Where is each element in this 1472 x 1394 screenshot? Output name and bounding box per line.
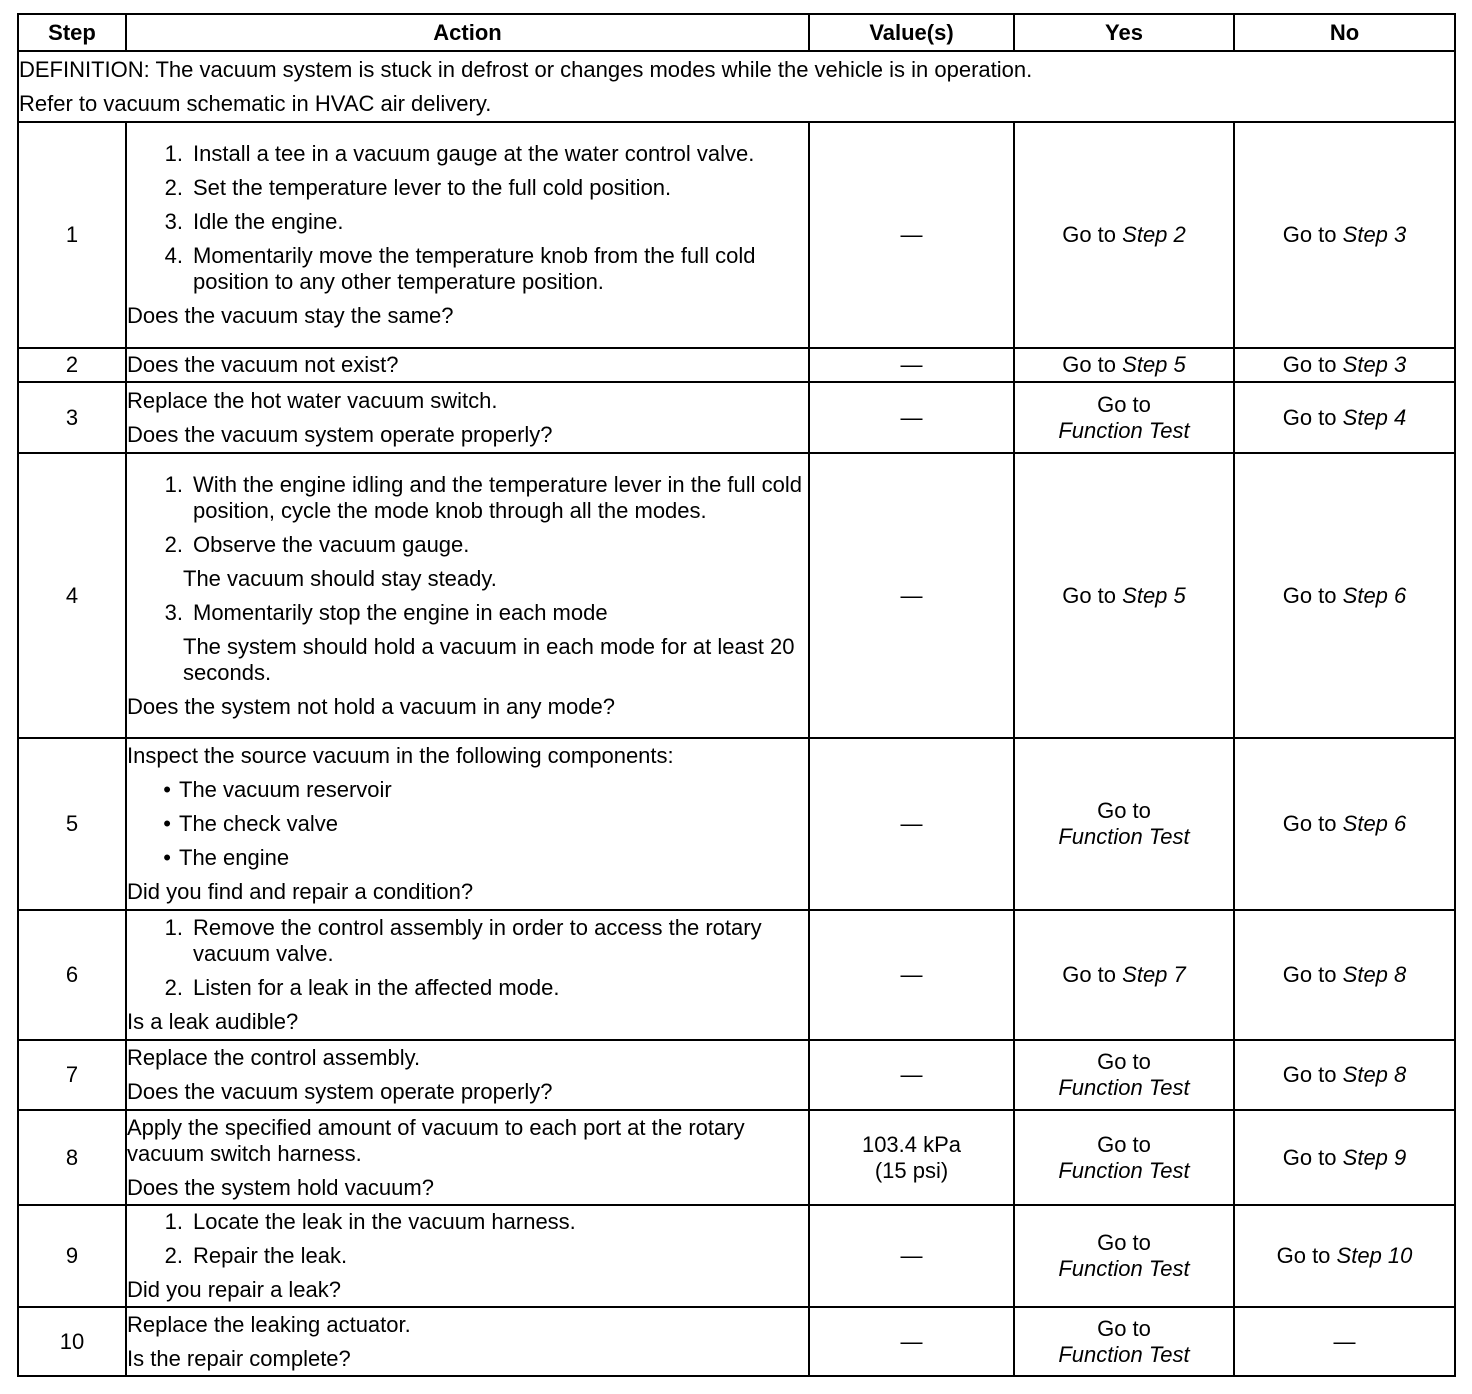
- step-row-6: [18, 910, 1455, 1040]
- no-result: Go to Step 6: [1234, 453, 1455, 738]
- action-question: Does the vacuum stay the same?: [127, 303, 454, 328]
- step-action: 1. Install a tee in a vacuum gauge at the water control valve. 2. Set the temperature lever to the full cold position. 3. Idle the engine. 4. Momentarily move the temperature knob from the full cold position to any other temperature position. Does the vacuum stay the same?: [126, 122, 809, 348]
- step-value: —: [809, 1040, 1014, 1110]
- action-question: Does the system not hold a vacuum in any mode?: [127, 693, 615, 719]
- no-result: Go to Step 8: [1234, 1040, 1455, 1110]
- yes-result: Go to Function Test: [1014, 1307, 1234, 1376]
- yes-result: Go to Function Test: [1014, 1040, 1234, 1110]
- action-item: Repair the leak.: [193, 1243, 348, 1268]
- step-number: 1: [18, 122, 126, 348]
- no-result: Go to Step 8: [1234, 910, 1455, 1040]
- no-result: Go to Step 6: [1234, 738, 1455, 910]
- definition-text: DEFINITION: The vacuum system is stuck in defrost or changes modes while the vehicle is in operation.: [19, 56, 1033, 82]
- step-number: 9: [18, 1205, 126, 1307]
- step-number: 7: [18, 1040, 126, 1110]
- bullet-item: The check valve: [179, 811, 338, 836]
- diagnostic-table: [17, 13, 1456, 1377]
- action-intro: Replace the control assembly.: [127, 1045, 421, 1070]
- header-yes: Yes: [1014, 14, 1234, 51]
- yes-result: Go to Function Test: [1014, 382, 1234, 453]
- action-question: Does the vacuum not exist?: [127, 352, 399, 377]
- step-number: 3: [18, 382, 126, 453]
- action-item: Momentarily move the temperature knob from the full cold position to any other temperature position.: [193, 243, 756, 294]
- no-result: Go to Step 10: [1234, 1205, 1455, 1307]
- step-number: 10: [18, 1307, 126, 1376]
- step-value: —: [809, 382, 1014, 453]
- action-intro: Replace the leaking actuator.: [127, 1311, 411, 1337]
- action-question: Is the repair complete?: [127, 1345, 351, 1371]
- action-item: Set the temperature lever to the full cold position.: [193, 175, 672, 200]
- no-result: Go to Step 9: [1234, 1110, 1455, 1205]
- value-kpa: 103.4 kPa: [861, 1131, 962, 1157]
- definition-cell: [18, 51, 1455, 122]
- header-action: Action: [126, 14, 809, 51]
- action-question: Does the system hold vacuum?: [127, 1174, 434, 1200]
- step-row-5: [18, 738, 1455, 910]
- step-row-7: [18, 1040, 1455, 1110]
- step-value: —: [809, 453, 1014, 738]
- yes-result: Go to Function Test: [1014, 738, 1234, 910]
- step-row-9: [18, 1205, 1455, 1307]
- definition-row: [18, 51, 1455, 122]
- step-row-10: [18, 1307, 1455, 1376]
- no-result: Go to Step 4: [1234, 382, 1455, 453]
- step-action: 1. Remove the control assembly in order to access the rotary vacuum valve. 2. Listen for a leak in the affected mode. Is a leak audible?: [126, 910, 809, 1040]
- action-note: The vacuum should stay steady.: [183, 565, 497, 591]
- action-item: Observe the vacuum gauge.: [193, 531, 470, 557]
- step-action: 1. Locate the leak in the vacuum harness. 2. Repair the leak. Did you repair a leak?: [126, 1205, 809, 1307]
- action-intro: Apply the specified amount of vacuum to each port at the rotary vacuum switch harness.: [127, 1114, 745, 1166]
- action-question: Did you repair a leak?: [127, 1277, 342, 1302]
- action-item: Remove the control assembly in order to access the rotary vacuum valve.: [193, 915, 762, 966]
- action-note: The system should hold a vacuum in each mode for at least 20 seconds.: [183, 633, 795, 685]
- bullet-item: The vacuum reservoir: [179, 777, 392, 802]
- action-question: Does the vacuum system operate properly?: [127, 421, 553, 447]
- step-value: [809, 1110, 1014, 1205]
- no-result: —: [1234, 1307, 1455, 1376]
- header-values: Value(s): [809, 14, 1014, 51]
- yes-result: Go to Step 2: [1014, 122, 1234, 348]
- definition-reference: Refer to vacuum schematic in HVAC air delivery.: [19, 90, 492, 116]
- action-intro: Inspect the source vacuum in the following components:: [127, 743, 674, 768]
- step-value: —: [809, 910, 1014, 1040]
- step-value: —: [809, 348, 1014, 382]
- step-value: —: [809, 1205, 1014, 1307]
- yes-result: Go to Function Test: [1014, 1110, 1234, 1205]
- header-row: [18, 14, 1455, 51]
- step-number: 8: [18, 1110, 126, 1205]
- no-result: Go to Step 3: [1234, 348, 1455, 382]
- action-item: Listen for a leak in the affected mode.: [193, 975, 560, 1000]
- bullet-item: The engine: [179, 845, 290, 870]
- step-action: [126, 348, 809, 382]
- header-no: No: [1234, 14, 1455, 51]
- yes-result: Go to Step 7: [1014, 910, 1234, 1040]
- step-row-4: [18, 453, 1455, 738]
- step-action: [126, 1110, 809, 1205]
- step-number: 6: [18, 910, 126, 1040]
- step-row-3: [18, 382, 1455, 453]
- step-action: Inspect the source vacuum in the following components: • The vacuum reservoir • The check valve • The engine Did you find and repair a condition?: [126, 738, 809, 910]
- step-row-2: [18, 348, 1455, 382]
- action-item: Idle the engine.: [193, 209, 344, 234]
- step-action: [126, 382, 809, 453]
- yes-result: Go to Step 5: [1014, 348, 1234, 382]
- step-number: 5: [18, 738, 126, 910]
- action-intro: Replace the hot water vacuum switch.: [127, 387, 498, 413]
- step-row-1: [18, 122, 1455, 348]
- header-step: Step: [18, 14, 126, 51]
- action-item: Momentarily stop the engine in each mode: [193, 599, 608, 625]
- action-question: Does the vacuum system operate properly?: [127, 1079, 553, 1104]
- action-question: Did you find and repair a condition?: [127, 879, 474, 904]
- action-item: Locate the leak in the vacuum harness.: [193, 1209, 576, 1234]
- step-action: [126, 1040, 809, 1110]
- yes-result: Go to Step 5: [1014, 453, 1234, 738]
- step-value: —: [809, 1307, 1014, 1376]
- action-item: Install a tee in a vacuum gauge at the water control valve.: [193, 141, 755, 166]
- step-action: [126, 1307, 809, 1376]
- yes-result: Go to Function Test: [1014, 1205, 1234, 1307]
- step-number: 4: [18, 453, 126, 738]
- value-psi: (15 psi): [874, 1157, 949, 1183]
- step-value: —: [809, 122, 1014, 348]
- step-row-8: [18, 1110, 1455, 1205]
- action-question: Is a leak audible?: [127, 1009, 299, 1034]
- step-action: 1. With the engine idling and the temperature lever in the full cold position, cycle the mode knob through all the modes. 2. Observe the vacuum gauge. The vacuum should stay steady. 3. Momentarily stop the engine in each mode The system should hold a vacuum in each mode for at least 20 seconds. Does the system not hold a vacuum in any mode?: [126, 453, 809, 738]
- action-item: With the engine idling and the temperature lever in the full cold position, cycle the mode knob through all the modes.: [193, 471, 803, 523]
- step-value: —: [809, 738, 1014, 910]
- step-number: 2: [18, 348, 126, 382]
- no-result: Go to Step 3: [1234, 122, 1455, 348]
